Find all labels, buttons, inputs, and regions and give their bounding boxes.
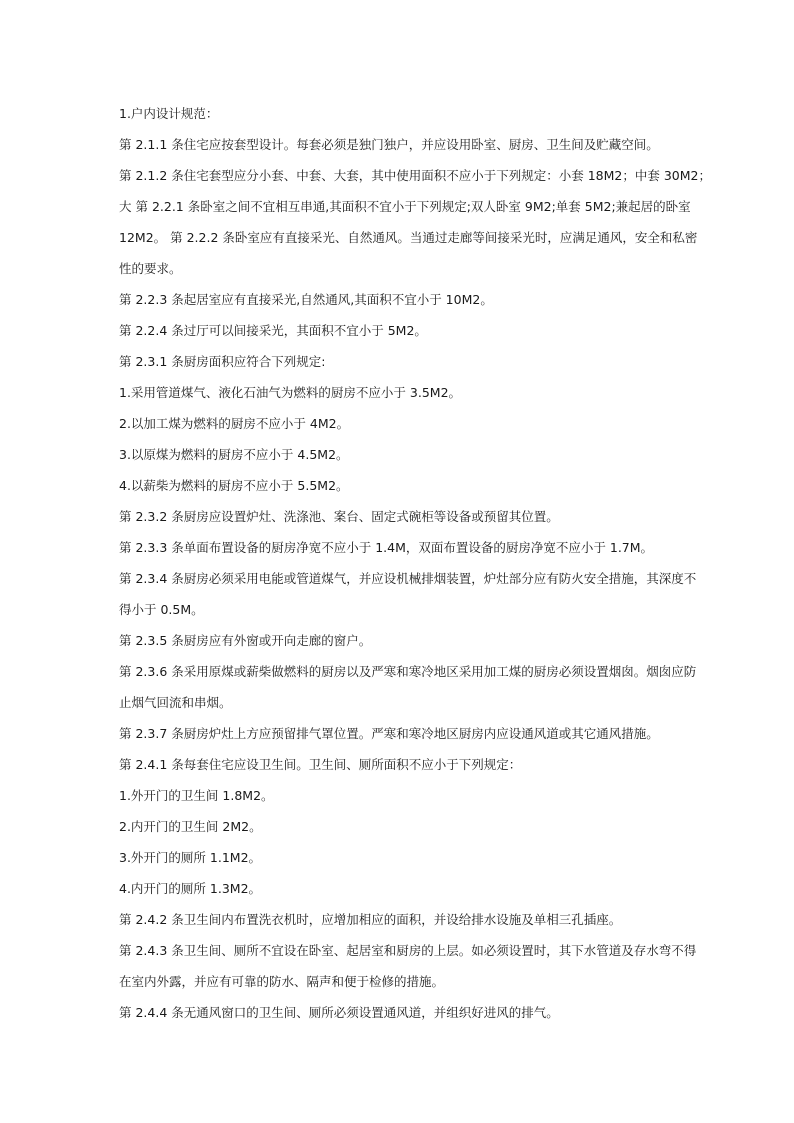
text-line: 第 2.3.3 条单面布置设备的厨房净宽不应小于 1.4M，双面布置设备的厨房净宽不应小于 1.7M。 bbox=[119, 540, 654, 555]
text-line: 第 2.4.4 条无通风窗口的卫生间、厕所必须设置通风道，并组织好进风的排气。 bbox=[119, 1005, 559, 1020]
text-line: 第 2.2.3 条起居室应有直接采光,自然通风,其面积不宜小于 10M2。 bbox=[119, 292, 493, 307]
text-line: 第 2.3.6 条采用原煤或薪柴做燃料的厨房以及严寒和寒冷地区采用加工煤的厨房必须设置烟囱。烟囱应防 bbox=[119, 664, 697, 679]
text-line: 1.外开门的卫生间 1.8M2。 bbox=[119, 788, 274, 803]
text-line: 4.以薪柴为燃料的厨房不应小于 5.5M2。 bbox=[119, 478, 349, 493]
text-line: 4.内开门的厕所 1.3M2。 bbox=[119, 881, 262, 896]
text-line: 第 2.3.7 条厨房炉灶上方应预留排气罩位置。严寒和寒冷地区厨房内应设通风道或其它通风措施。 bbox=[119, 726, 659, 741]
section-heading: 1.户内设计规范： bbox=[119, 106, 219, 121]
text-line: 2.以加工煤为燃料的厨房不应小于 4M2。 bbox=[119, 416, 350, 431]
text-line: 第 2.3.2 条厨房应设置炉灶、洗涤池、案台、固定式碗柜等设备或预留其位置。 bbox=[119, 509, 559, 524]
text-line: 3.以原煤为燃料的厨房不应小于 4.5M2。 bbox=[119, 447, 349, 462]
text-line: 1.采用管道煤气、液化石油气为燃料的厨房不应小于 3.5M2。 bbox=[119, 385, 462, 400]
text-line: 12M2。 第 2.2.2 条卧室应有直接采光、自然通风。当通过走廊等间接采光时，应满足通风，安全和私密 bbox=[119, 230, 698, 245]
text-line: 2.内开门的卫生间 2M2。 bbox=[119, 819, 262, 834]
text-line: 第 2.3.5 条厨房应有外窗或开向走廊的窗户。 bbox=[119, 633, 372, 648]
text-line: 大 第 2.2.1 条卧室之间不宜相互串通,其面积不宜小于下列规定;双人卧室 9M2;单套 5M2;兼起居的卧室 bbox=[119, 199, 691, 214]
text-line: 第 2.4.3 条卫生间、厕所不宜设在卧室、起居室和厨房的上层。如必须设置时，其下水管道及存水弯不得 bbox=[119, 943, 697, 958]
text-line: 止烟气回流和串烟。 bbox=[119, 695, 232, 710]
text-line: 性的要求。 bbox=[119, 261, 182, 276]
text-line: 第 2.4.2 条卫生间内布置洗衣机时，应增加相应的面积，并设给排水设施及单相三孔插座。 bbox=[119, 912, 622, 927]
text-line: 得小于 0.5M。 bbox=[119, 602, 204, 617]
text-line: 在室内外露，并应有可靠的防水、隔声和便于检修的措施。 bbox=[119, 974, 445, 989]
text-line: 第 2.3.4 条厨房必须采用电能或管道煤气，并应设机械排烟装置，炉灶部分应有防火安全措施，其深度不 bbox=[119, 571, 697, 586]
text-line: 第 2.4.1 条每套住宅应设卫生间。卫生间、厕所面积不应小于下列规定： bbox=[119, 757, 522, 772]
text-line: 第 2.3.1 条厨房面积应符合下列规定: bbox=[119, 354, 326, 369]
text-line: 第 2.1.2 条住宅套型应分小套、中套、大套，其中使用面积不应小于下列规定：小套 18M2；中套 30M2； bbox=[119, 168, 711, 183]
text-line: 第 2.1.1 条住宅应按套型设计。每套必须是独门独户，并应设用卧室、厨房、卫生间及贮藏空间。 bbox=[119, 137, 659, 152]
text-line: 3.外开门的厕所 1.1M2。 bbox=[119, 850, 262, 865]
document-body bbox=[119, 98, 711, 1028]
text-line: 第 2.2.4 条过厅可以间接采光，其面积不宜小于 5M2。 bbox=[119, 323, 427, 338]
